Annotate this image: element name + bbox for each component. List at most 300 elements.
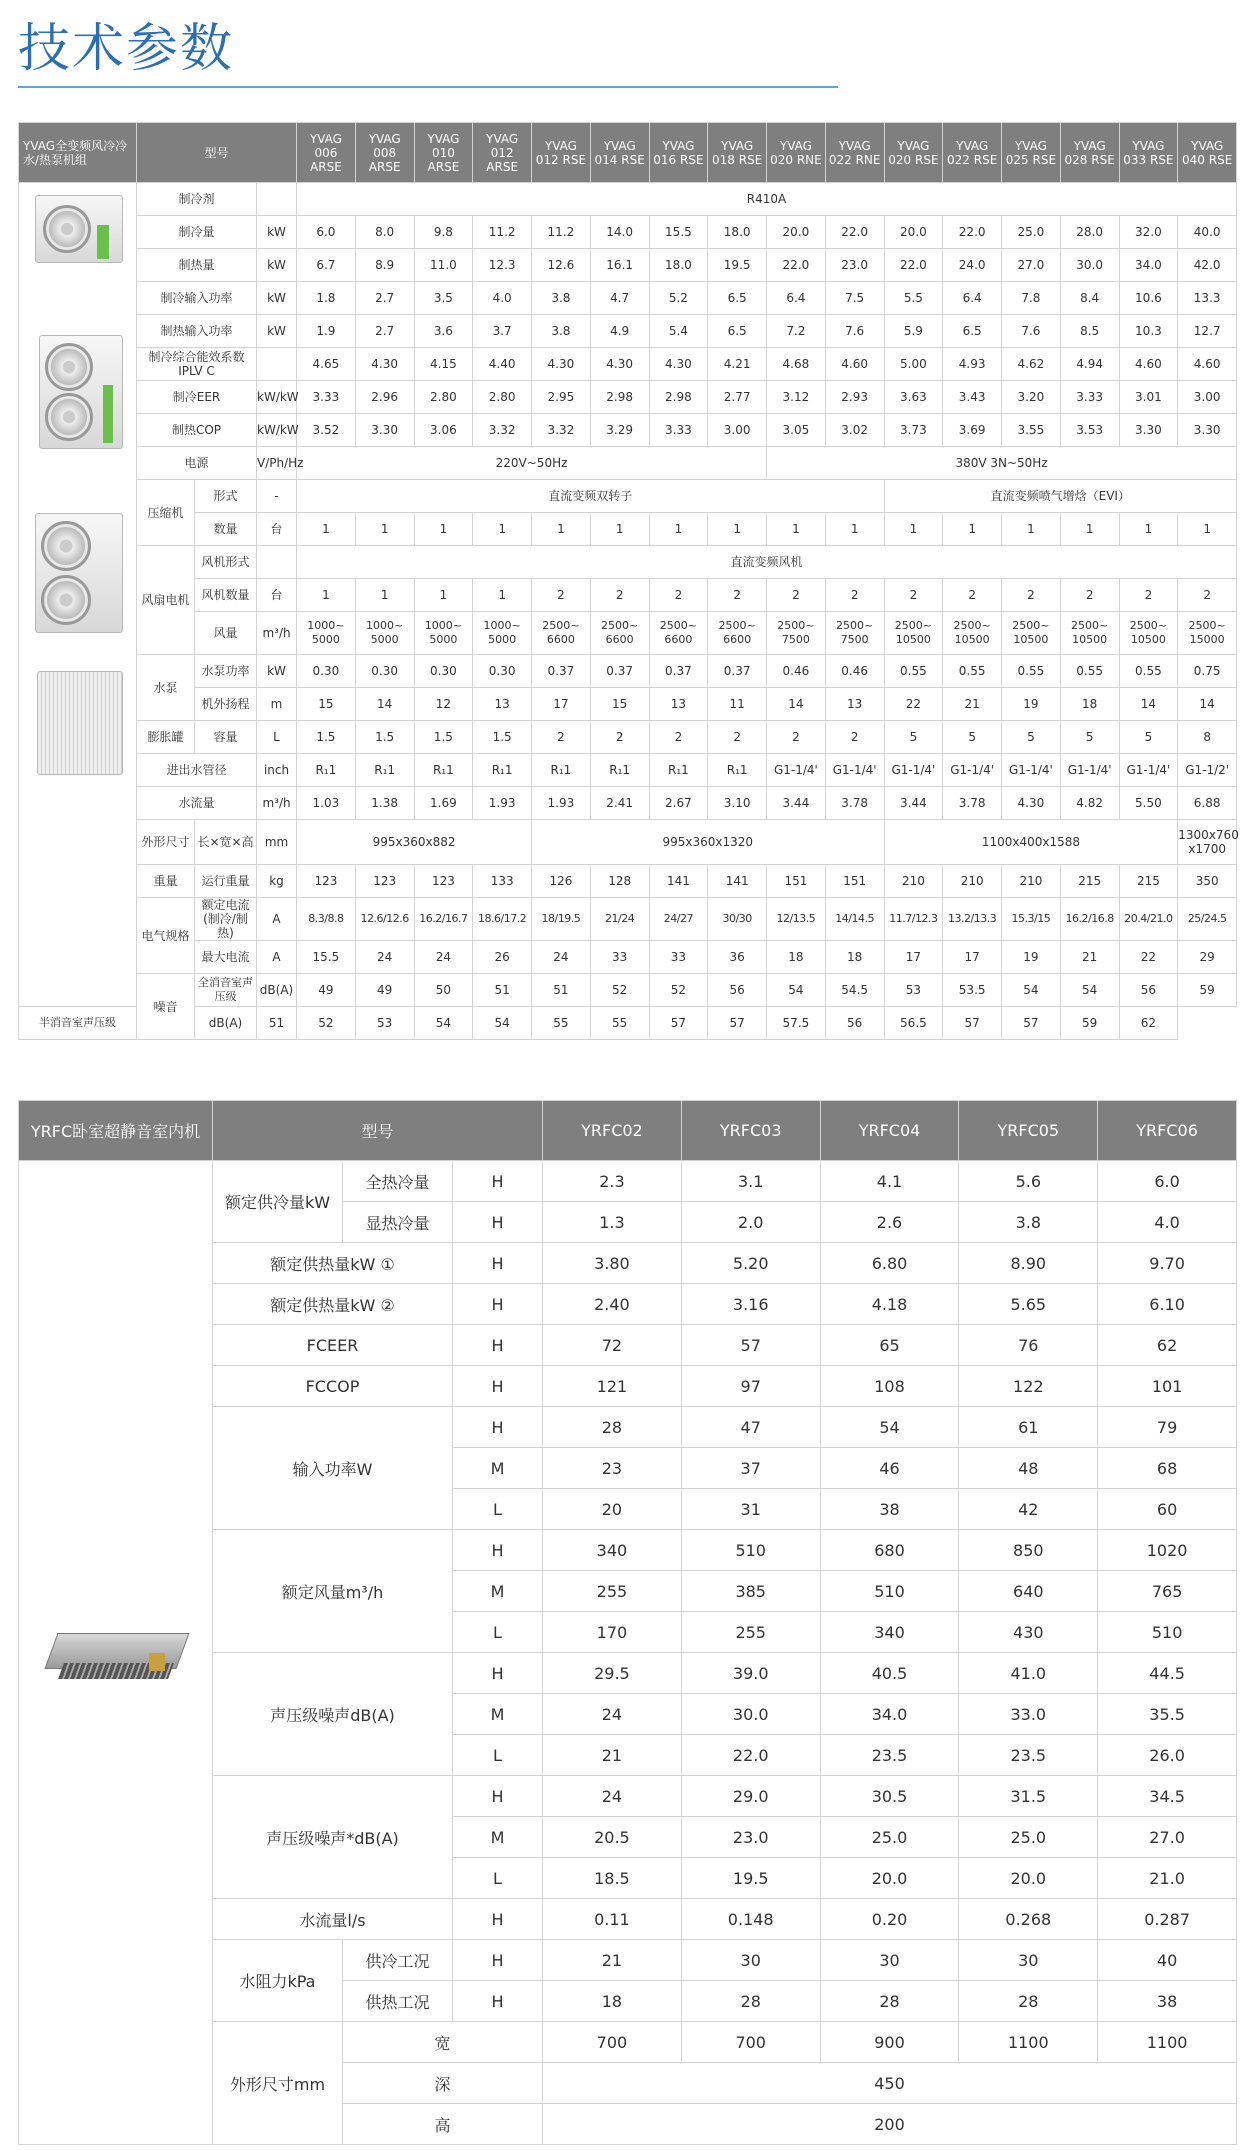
value-cell: 4.1	[820, 1161, 959, 1202]
value-cell: 1.5	[473, 721, 532, 754]
speed-label: L	[453, 1612, 543, 1653]
value-cell: 123	[297, 865, 356, 898]
value-cell: 53	[355, 1007, 414, 1040]
value-cell: 26.0	[1098, 1735, 1237, 1776]
table-row	[19, 1101, 1237, 1161]
value-cell: 121	[543, 1366, 682, 1407]
row-label: 显热冷量	[343, 1202, 453, 1243]
model-header: YRFC04	[820, 1101, 959, 1161]
value-cell: 2	[708, 721, 767, 754]
value-cell: 12.6	[532, 249, 591, 282]
value-cell: 22.0	[825, 216, 884, 249]
value-cell: 52	[297, 1007, 356, 1040]
page-title: 技术参数	[18, 19, 235, 79]
value-cell: 122	[959, 1366, 1098, 1407]
product-name-header: YRFC卧室超静音室内机	[19, 1101, 213, 1161]
value-cell: 700	[681, 2022, 820, 2063]
value-cell: 108	[820, 1366, 959, 1407]
value-cell: 1	[767, 513, 826, 546]
value-cell: 640	[959, 1571, 1098, 1612]
value-cell: 20.5	[543, 1817, 682, 1858]
row-unit	[257, 183, 297, 216]
value-cell: 1.8	[297, 282, 356, 315]
value-cell: 3.80	[543, 1243, 682, 1284]
speed-label: H	[453, 1366, 543, 1407]
value-cell: 53.5	[943, 974, 1002, 1007]
value-cell: 2	[532, 579, 591, 612]
value-cell: 4.30	[590, 348, 649, 381]
table-row	[19, 655, 1237, 688]
unit-image-large	[19, 513, 136, 663]
value-cell: 7.8	[1002, 282, 1061, 315]
dim-depth-label: 深	[343, 2063, 543, 2104]
row-label: 水流量	[137, 787, 257, 820]
value-cell: 12/13.5	[767, 898, 826, 941]
row-label: 制冷剂	[137, 183, 257, 216]
row-label: 水流量l/s	[213, 1899, 453, 1940]
value-cell: 48	[959, 1448, 1098, 1489]
row-label: 供冷工况	[343, 1940, 453, 1981]
value-cell: 0.37	[590, 655, 649, 688]
table-row	[19, 754, 1237, 787]
value-cell: 57	[943, 1007, 1002, 1040]
model-header: YVAG 033 RSE	[1119, 123, 1178, 183]
value-cell: 53	[884, 974, 943, 1007]
value-cell: 3.33	[649, 414, 708, 447]
value-cell: 12.3	[473, 249, 532, 282]
value-cell: 5	[1060, 721, 1119, 754]
value-cell: 28.0	[1060, 216, 1119, 249]
row-label: FCEER	[213, 1325, 453, 1366]
dimension-d: 1300x760 x1700	[1178, 820, 1237, 865]
value-cell: 1000~ 5000	[414, 612, 473, 655]
value-cell: 3.78	[825, 787, 884, 820]
value-cell: 2500~ 15000	[1178, 612, 1237, 655]
value-cell: 18/19.5	[532, 898, 591, 941]
speed-label: M	[453, 1571, 543, 1612]
value-cell: 31.5	[959, 1776, 1098, 1817]
value-cell: 2	[825, 579, 884, 612]
value-cell: 2.77	[708, 381, 767, 414]
value-cell: 255	[543, 1571, 682, 1612]
row-label: 制热量	[137, 249, 257, 282]
value-cell: 5	[943, 721, 1002, 754]
model-header: YVAG 006 ARSE	[297, 123, 356, 183]
row-label: 电源	[137, 447, 257, 480]
model-label-header: 型号	[137, 123, 297, 183]
value-cell: 1000~ 5000	[355, 612, 414, 655]
value-cell: 18.6/17.2	[473, 898, 532, 941]
row-label: 容量	[195, 721, 257, 754]
value-cell: 16.2/16.8	[1060, 898, 1119, 941]
model-header: YVAG 028 RSE	[1060, 123, 1119, 183]
value-cell: 12	[414, 688, 473, 721]
value-cell: 30	[959, 1940, 1098, 1981]
value-cell: 1	[473, 579, 532, 612]
value-cell: 3.02	[825, 414, 884, 447]
value-cell: 5.65	[959, 1284, 1098, 1325]
row-unit	[257, 546, 297, 579]
value-cell: 14	[767, 688, 826, 721]
value-cell: 28	[959, 1981, 1098, 2022]
value-cell: 23.0	[681, 1817, 820, 1858]
model-header: YRFC06	[1098, 1101, 1237, 1161]
value-cell: 133	[473, 865, 532, 898]
value-cell: 5.6	[959, 1161, 1098, 1202]
value-cell: 1	[414, 513, 473, 546]
value-cell: 1	[1002, 513, 1061, 546]
value-cell: 3.29	[590, 414, 649, 447]
value-cell: 28	[681, 1981, 820, 2022]
group-label-cooling: 额定供冷量kW	[213, 1161, 343, 1243]
value-cell: 5.20	[681, 1243, 820, 1284]
value-cell: G1-1/4'	[884, 754, 943, 787]
value-cell: 3.69	[943, 414, 1002, 447]
row-label: 额定供热量kW ①	[213, 1243, 453, 1284]
value-cell: 3.8	[532, 315, 591, 348]
value-cell: 8.9	[355, 249, 414, 282]
value-cell: 2	[884, 579, 943, 612]
value-cell: 0.55	[1060, 655, 1119, 688]
value-cell: 41.0	[959, 1653, 1098, 1694]
value-cell: 126	[532, 865, 591, 898]
table-row	[19, 865, 1237, 898]
indoor-unit-image	[19, 1161, 213, 2145]
value-cell: 2	[590, 721, 649, 754]
value-cell: 55	[532, 1007, 591, 1040]
model-header: YVAG 022 RNE	[825, 123, 884, 183]
table-row	[19, 787, 1237, 820]
value-cell: 17	[884, 941, 943, 974]
table-row	[19, 282, 1237, 315]
value-cell: 17	[532, 688, 591, 721]
row-unit: A	[257, 898, 297, 941]
value-cell: 28	[543, 1407, 682, 1448]
row-unit: 台	[257, 513, 297, 546]
value-cell: 6.4	[943, 282, 1002, 315]
value-cell: 2.3	[543, 1161, 682, 1202]
model-header: YRFC03	[681, 1101, 820, 1161]
speed-label: L	[453, 1858, 543, 1899]
row-unit: m³/h	[257, 787, 297, 820]
value-cell: 7.6	[1002, 315, 1061, 348]
dim-width-label: 宽	[343, 2022, 543, 2063]
value-cell: 3.12	[767, 381, 826, 414]
value-cell: 15.3/15	[1002, 898, 1061, 941]
value-cell: 38	[820, 1489, 959, 1530]
row-label: 制冷EER	[137, 381, 257, 414]
value-cell: 61	[959, 1407, 1098, 1448]
value-cell: 40	[1098, 1940, 1237, 1981]
refrigerant-value: R410A	[297, 183, 1237, 216]
value-cell: 22.0	[767, 249, 826, 282]
value-cell: 151	[767, 865, 826, 898]
value-cell: 4.30	[1002, 787, 1061, 820]
row-label: 风量	[195, 612, 257, 655]
group-label-fan: 风扇电机	[137, 546, 195, 655]
fan-type-value: 直流变频风机	[297, 546, 1237, 579]
table-row	[19, 348, 1237, 381]
value-cell: 2500~ 6600	[590, 612, 649, 655]
row-unit: A	[257, 941, 297, 974]
value-cell: 51	[473, 974, 532, 1007]
value-cell: 1.03	[297, 787, 356, 820]
value-cell: 3.00	[708, 414, 767, 447]
value-cell: G1-1/4'	[943, 754, 1002, 787]
value-cell: 123	[414, 865, 473, 898]
value-cell: 3.8	[532, 282, 591, 315]
value-cell: 13.3	[1178, 282, 1237, 315]
value-cell: 54	[1002, 974, 1061, 1007]
value-cell: 0.20	[820, 1899, 959, 1940]
row-unit: m	[257, 688, 297, 721]
value-cell: 4.65	[297, 348, 356, 381]
value-cell: 6.88	[1178, 787, 1237, 820]
row-unit: kW	[257, 282, 297, 315]
value-cell: 4.7	[590, 282, 649, 315]
value-cell: 4.82	[1060, 787, 1119, 820]
speed-label: H	[453, 1776, 543, 1817]
value-cell: 1000~ 5000	[473, 612, 532, 655]
value-cell: R₁1	[708, 754, 767, 787]
value-cell: 3.10	[708, 787, 767, 820]
value-cell: 59	[1178, 974, 1237, 1007]
group-label-air: 额定风量m³/h	[213, 1530, 453, 1653]
value-cell: 1	[297, 513, 356, 546]
value-cell: 1	[473, 513, 532, 546]
value-cell: 16.1	[590, 249, 649, 282]
value-cell: 4.60	[825, 348, 884, 381]
value-cell: 52	[590, 974, 649, 1007]
speed-label: H	[453, 1161, 543, 1202]
value-cell: 0.55	[1002, 655, 1061, 688]
value-cell: 23.5	[959, 1735, 1098, 1776]
value-cell: 21.0	[1098, 1858, 1237, 1899]
row-label: 额定电流 (制冷/制热)	[195, 898, 257, 941]
value-cell: 20.0	[884, 216, 943, 249]
value-cell: 101	[1098, 1366, 1237, 1407]
unit-image-small	[19, 195, 136, 285]
value-cell: 2500~ 10500	[943, 612, 1002, 655]
value-cell: 34.5	[1098, 1776, 1237, 1817]
row-label: 运行重量	[195, 865, 257, 898]
value-cell: 6.0	[297, 216, 356, 249]
row-unit: mm	[257, 820, 297, 865]
value-cell: 5.9	[884, 315, 943, 348]
value-cell: 1	[649, 513, 708, 546]
value-cell: 1	[1119, 513, 1178, 546]
value-cell: 39.0	[681, 1653, 820, 1694]
value-cell: 4.0	[1098, 1202, 1237, 1243]
value-cell: 151	[825, 865, 884, 898]
value-cell: 6.10	[1098, 1284, 1237, 1325]
row-unit: kW	[257, 315, 297, 348]
value-cell: 2.7	[355, 282, 414, 315]
value-cell: 2.41	[590, 787, 649, 820]
row-unit: L	[257, 721, 297, 754]
value-cell: 1	[1178, 513, 1237, 546]
value-cell: 59	[1060, 1007, 1119, 1040]
value-cell: 215	[1119, 865, 1178, 898]
value-cell: 2	[1119, 579, 1178, 612]
value-cell: 4.0	[473, 282, 532, 315]
value-cell: 385	[681, 1571, 820, 1612]
value-cell: 30/30	[708, 898, 767, 941]
value-cell: 4.30	[355, 348, 414, 381]
value-cell: 24	[532, 941, 591, 974]
value-cell: 0.37	[708, 655, 767, 688]
value-cell: 23.0	[825, 249, 884, 282]
model-header: YVAG 010 ARSE	[414, 123, 473, 183]
unit-image-vrf	[19, 671, 136, 791]
value-cell: 141	[649, 865, 708, 898]
value-cell: 1100	[1098, 2022, 1237, 2063]
row-label: 制热输入功率	[137, 315, 257, 348]
value-cell: 3.43	[943, 381, 1002, 414]
value-cell: 22	[1119, 941, 1178, 974]
model-header: YVAG 012 RSE	[532, 123, 591, 183]
value-cell: 1.5	[355, 721, 414, 754]
value-cell: 0.30	[297, 655, 356, 688]
group-label-tank: 膨胀罐	[137, 721, 195, 754]
value-cell: 0.30	[473, 655, 532, 688]
value-cell: 6.4	[767, 282, 826, 315]
title-underline	[18, 86, 838, 88]
row-unit: dB(A)	[257, 974, 297, 1007]
speed-label: H	[453, 1243, 543, 1284]
value-cell: 57	[708, 1007, 767, 1040]
value-cell: 68	[1098, 1448, 1237, 1489]
value-cell: 11.2	[473, 216, 532, 249]
value-cell: 2.98	[590, 381, 649, 414]
value-cell: 19.5	[708, 249, 767, 282]
value-cell: 18	[767, 941, 826, 974]
value-cell: 2500~ 10500	[884, 612, 943, 655]
value-cell: 1	[943, 513, 1002, 546]
power-supply-a: 220V~50Hz	[297, 447, 767, 480]
group-label-noise: 噪音	[137, 974, 195, 1040]
value-cell: 1	[825, 513, 884, 546]
value-cell: 34.0	[820, 1694, 959, 1735]
speed-label: H	[453, 1899, 543, 1940]
value-cell: 0.55	[943, 655, 1002, 688]
value-cell: 6.5	[708, 315, 767, 348]
value-cell: 430	[959, 1612, 1098, 1653]
power-supply-b: 380V 3N~50Hz	[767, 447, 1237, 480]
value-cell: 8	[1178, 721, 1237, 754]
value-cell: 40.0	[1178, 216, 1237, 249]
value-cell: 62	[1119, 1007, 1178, 1040]
compressor-type-b: 直流变频喷气增焓（EVI）	[884, 480, 1237, 513]
row-label: 进出水管径	[137, 754, 257, 787]
value-cell: 13	[825, 688, 884, 721]
value-cell: 14	[1178, 688, 1237, 721]
value-cell: 33.0	[959, 1694, 1098, 1735]
model-header: YVAG 020 RNE	[767, 123, 826, 183]
value-cell: 8.5	[1060, 315, 1119, 348]
value-cell: 2	[649, 721, 708, 754]
value-cell: 128	[590, 865, 649, 898]
value-cell: 2	[1060, 579, 1119, 612]
row-unit: kW/kW	[257, 414, 297, 447]
table-row	[19, 974, 1237, 1007]
value-cell: 22.0	[943, 216, 1002, 249]
value-cell: 2	[590, 579, 649, 612]
value-cell: 3.44	[767, 787, 826, 820]
value-cell: G1-1/4'	[767, 754, 826, 787]
value-cell: G1-1/4'	[1119, 754, 1178, 787]
row-label: 水泵功率	[195, 655, 257, 688]
value-cell: 62	[1098, 1325, 1237, 1366]
table-row	[19, 216, 1237, 249]
value-cell: 2	[767, 721, 826, 754]
value-cell: 52	[649, 974, 708, 1007]
value-cell: 3.78	[943, 787, 1002, 820]
value-cell: 30.0	[681, 1694, 820, 1735]
value-cell: 55	[590, 1007, 649, 1040]
row-label: 长×宽×高	[195, 820, 257, 865]
row-unit: kW/kW	[257, 381, 297, 414]
value-cell: 0.55	[884, 655, 943, 688]
value-cell: 2	[532, 721, 591, 754]
row-unit: -	[257, 480, 297, 513]
value-cell: 18.5	[543, 1858, 682, 1899]
value-cell: 15	[590, 688, 649, 721]
value-cell: 0.11	[543, 1899, 682, 1940]
table-row	[19, 513, 1237, 546]
value-cell: 31	[681, 1489, 820, 1530]
table-row	[19, 941, 1237, 974]
value-cell: 57	[649, 1007, 708, 1040]
value-cell: 6.5	[943, 315, 1002, 348]
value-cell: 11	[708, 688, 767, 721]
value-cell: 18	[543, 1981, 682, 2022]
value-cell: 3.55	[1002, 414, 1061, 447]
model-header: YVAG 012 ARSE	[473, 123, 532, 183]
value-cell: 23.5	[820, 1735, 959, 1776]
row-label: 制冷综合能效系数IPLV C	[137, 348, 257, 381]
table-row	[19, 579, 1237, 612]
group-label-electrical: 电气规格	[137, 898, 195, 974]
value-cell: 255	[681, 1612, 820, 1653]
value-cell: G1-1/4'	[825, 754, 884, 787]
table-row	[19, 721, 1237, 754]
value-cell: 1.69	[414, 787, 473, 820]
value-cell: 123	[355, 865, 414, 898]
speed-label: H	[453, 1284, 543, 1325]
value-cell: 1	[532, 513, 591, 546]
value-cell: 1	[590, 513, 649, 546]
value-cell: 9.8	[414, 216, 473, 249]
value-cell: 0.55	[1119, 655, 1178, 688]
value-cell: 210	[1002, 865, 1061, 898]
row-unit: inch	[257, 754, 297, 787]
value-cell: 2.95	[532, 381, 591, 414]
value-cell: 3.20	[1002, 381, 1061, 414]
value-cell: 24/27	[649, 898, 708, 941]
value-cell: 14/14.5	[825, 898, 884, 941]
value-cell: 5.2	[649, 282, 708, 315]
row-label: 制冷输入功率	[137, 282, 257, 315]
speed-label: H	[453, 1653, 543, 1694]
value-cell: 51	[532, 974, 591, 1007]
row-label: 供热工况	[343, 1981, 453, 2022]
value-cell: 0.268	[959, 1899, 1098, 1940]
value-cell: 7.6	[825, 315, 884, 348]
value-cell: 5.00	[884, 348, 943, 381]
value-cell: 21	[543, 1940, 682, 1981]
value-cell: 0.37	[532, 655, 591, 688]
